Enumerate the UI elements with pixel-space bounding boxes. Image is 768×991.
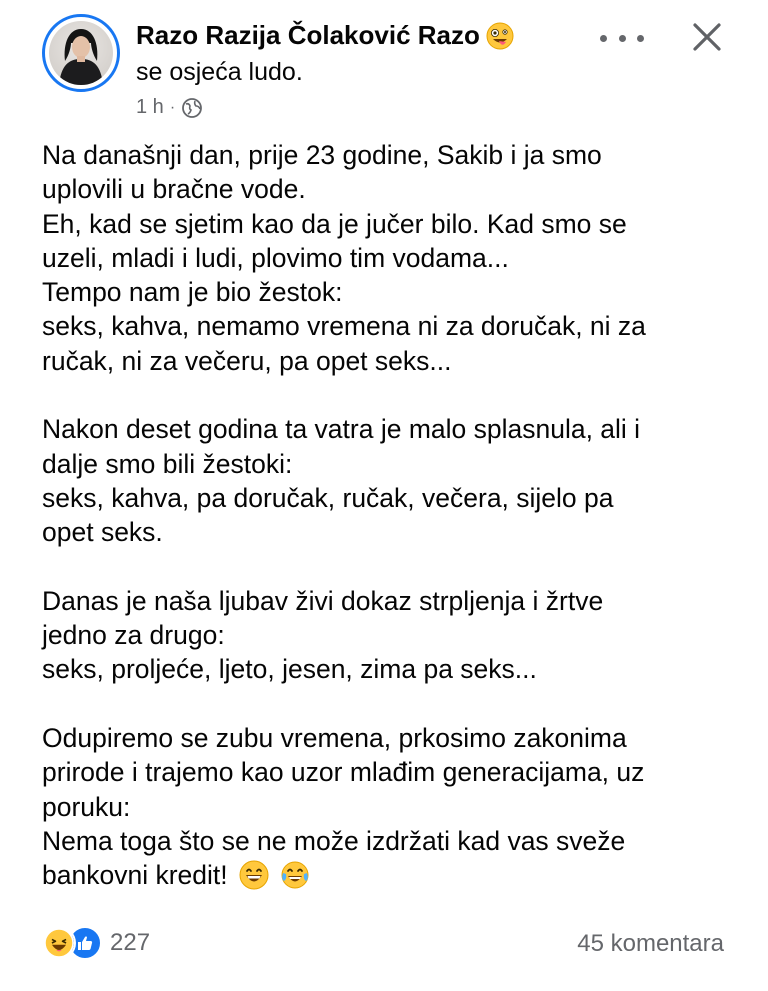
reactions-summary[interactable] xyxy=(42,926,150,960)
close-icon[interactable] xyxy=(690,20,724,54)
avatar[interactable] xyxy=(42,14,120,92)
author-name[interactable]: Razo Razija Čolaković Razo xyxy=(136,20,480,50)
haha-reaction-icon xyxy=(42,926,76,960)
tears-of-joy-emoji-icon xyxy=(280,860,310,890)
post-time[interactable]: 1 h xyxy=(136,96,164,118)
text-line: ručak, ni za večeru, pa opet seks... xyxy=(42,345,452,376)
crazy-face-emoji-icon xyxy=(486,22,514,50)
post-paragraph xyxy=(42,584,742,687)
text-line: prirode i trajemo kao uzor mlađim generacijama, uz xyxy=(42,757,645,788)
text-line: Tempo nam je bio žestok: xyxy=(42,277,343,308)
feeling-text: se osjeća ludo. xyxy=(136,58,303,86)
text-line-with-emoji xyxy=(42,858,742,892)
post-footer xyxy=(0,920,768,968)
more-dot-icon xyxy=(637,35,644,42)
text-line: seks, kahva, nemamo vremena ni za doručak, ni za xyxy=(42,311,646,342)
post-meta xyxy=(136,96,203,119)
text-line: Nakon deset godina ta vatra je malo splasnula, ali i xyxy=(42,414,641,445)
globe-icon xyxy=(181,97,203,119)
thumbs-up-icon xyxy=(76,934,94,952)
more-dot-icon xyxy=(600,35,607,42)
text-line: seks, proljeće, ljeto, jesen, zima pa seks... xyxy=(42,654,537,685)
text-line: seks, kahva, pa doručak, ručak, večera, sijelo pa xyxy=(42,482,614,513)
text-line: Odupiremo se zubu vremena, prkosimo zakonima xyxy=(42,723,627,754)
author-row xyxy=(136,20,514,51)
text-line: opet seks. xyxy=(42,517,163,548)
text-line: Nema toga što se ne može izdržati kad vas sveže xyxy=(42,825,626,856)
text-line: jedno za drugo: xyxy=(42,620,225,651)
text-line: dalje smo bili žestoki: xyxy=(42,448,293,479)
grinning-face-emoji-icon xyxy=(239,860,269,890)
meta-separator: · xyxy=(169,98,176,116)
text-line: uplovili u bračne vode. xyxy=(42,174,306,205)
profile-photo xyxy=(49,21,113,85)
post-paragraph xyxy=(42,138,742,378)
post-text xyxy=(42,138,742,927)
post-paragraph xyxy=(42,412,742,549)
reaction-count: 227 xyxy=(110,929,151,956)
text-line: Danas je naša ljubav živi dokaz strpljenja i žrtve xyxy=(42,585,604,616)
text-line: poruku: xyxy=(42,791,131,822)
text-line: bankovni kredit! xyxy=(42,860,228,891)
post-paragraph xyxy=(42,721,742,892)
more-dot-icon xyxy=(619,35,626,42)
post-header xyxy=(0,0,768,125)
text-line: Eh, kad se sjetim kao da je jučer bilo. Kad smo se xyxy=(42,208,627,239)
more-options-button[interactable] xyxy=(600,26,644,50)
text-line: Na današnji dan, prije 23 godine, Sakib i ja smo xyxy=(42,140,602,170)
comments-count-link[interactable]: 45 komentara xyxy=(577,930,724,957)
text-line: uzeli, mladi i ludi, plovimo tim vodama... xyxy=(42,242,509,273)
